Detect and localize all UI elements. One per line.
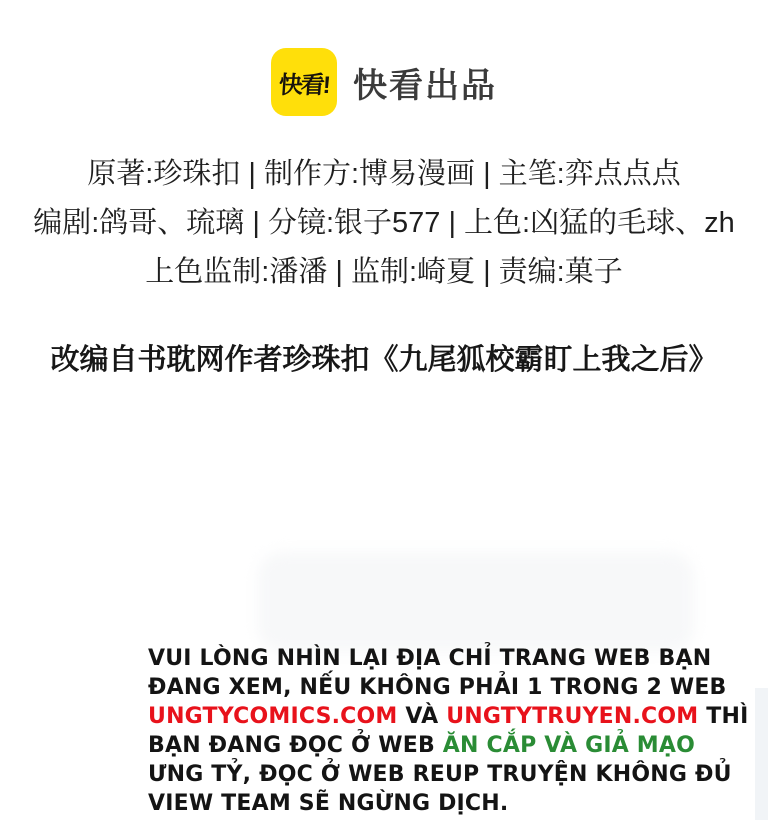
official-site-url-2: UNGTYTRUYEN.COM (446, 704, 699, 729)
translator-warning (148, 644, 748, 818)
fake-site-highlight: ĂN CẮP VÀ GIẢ MẠO (442, 733, 696, 758)
warning-line-5: ƯNG TỶ, ĐỌC Ở WEB REUP TRUYỆN KHÔNG ĐỦ (148, 762, 732, 787)
faded-watermark-blob (258, 552, 694, 652)
warning-line-2: ĐANG XEM, NẾU KHÔNG PHẢI 1 TRONG 2 WEB (148, 675, 727, 700)
warning-line-4 (148, 731, 748, 760)
warning-line-3-tail: THÌ (698, 704, 749, 729)
credit-line-authors: 原著:珍珠扣 | 制作方:博易漫画 | 主笔:弈点点点 (87, 158, 681, 190)
brand-name: 快看出品 (353, 66, 497, 105)
warning-line-4-head: BẠN ĐANG ĐỌC Ở WEB (148, 733, 443, 758)
warning-line-6: VIEW TEAM SẼ NGỪNG DỊCH. (148, 791, 509, 816)
credit-line-staff: 编剧:鸽哥、琉璃 | 分镜:银子577 | 上色:凶猛的毛球、zh (33, 207, 735, 239)
warning-line-3 (148, 702, 748, 731)
kuaikan-logo-icon (271, 48, 337, 116)
credit-line-editors: 上色监制:潘潘 | 监制:崎夏 | 责编:菓子 (145, 256, 623, 288)
page-edge-shadow (755, 688, 768, 820)
brand-lockup (0, 48, 768, 116)
warning-conjunction: VÀ (397, 704, 447, 729)
official-site-url-1: UNGTYCOMICS.COM (148, 704, 398, 729)
adaptation-note: 改编自书耽网作者珍珠扣《九尾狐校霸盯上我之后》 (50, 344, 718, 376)
credits-block (0, 150, 768, 297)
warning-line-1: VUI LÒNG NHÌN LẠI ĐỊA CHỈ TRANG WEB BẠN (148, 646, 712, 671)
kuaikan-logo-text: 快看! (277, 71, 330, 99)
